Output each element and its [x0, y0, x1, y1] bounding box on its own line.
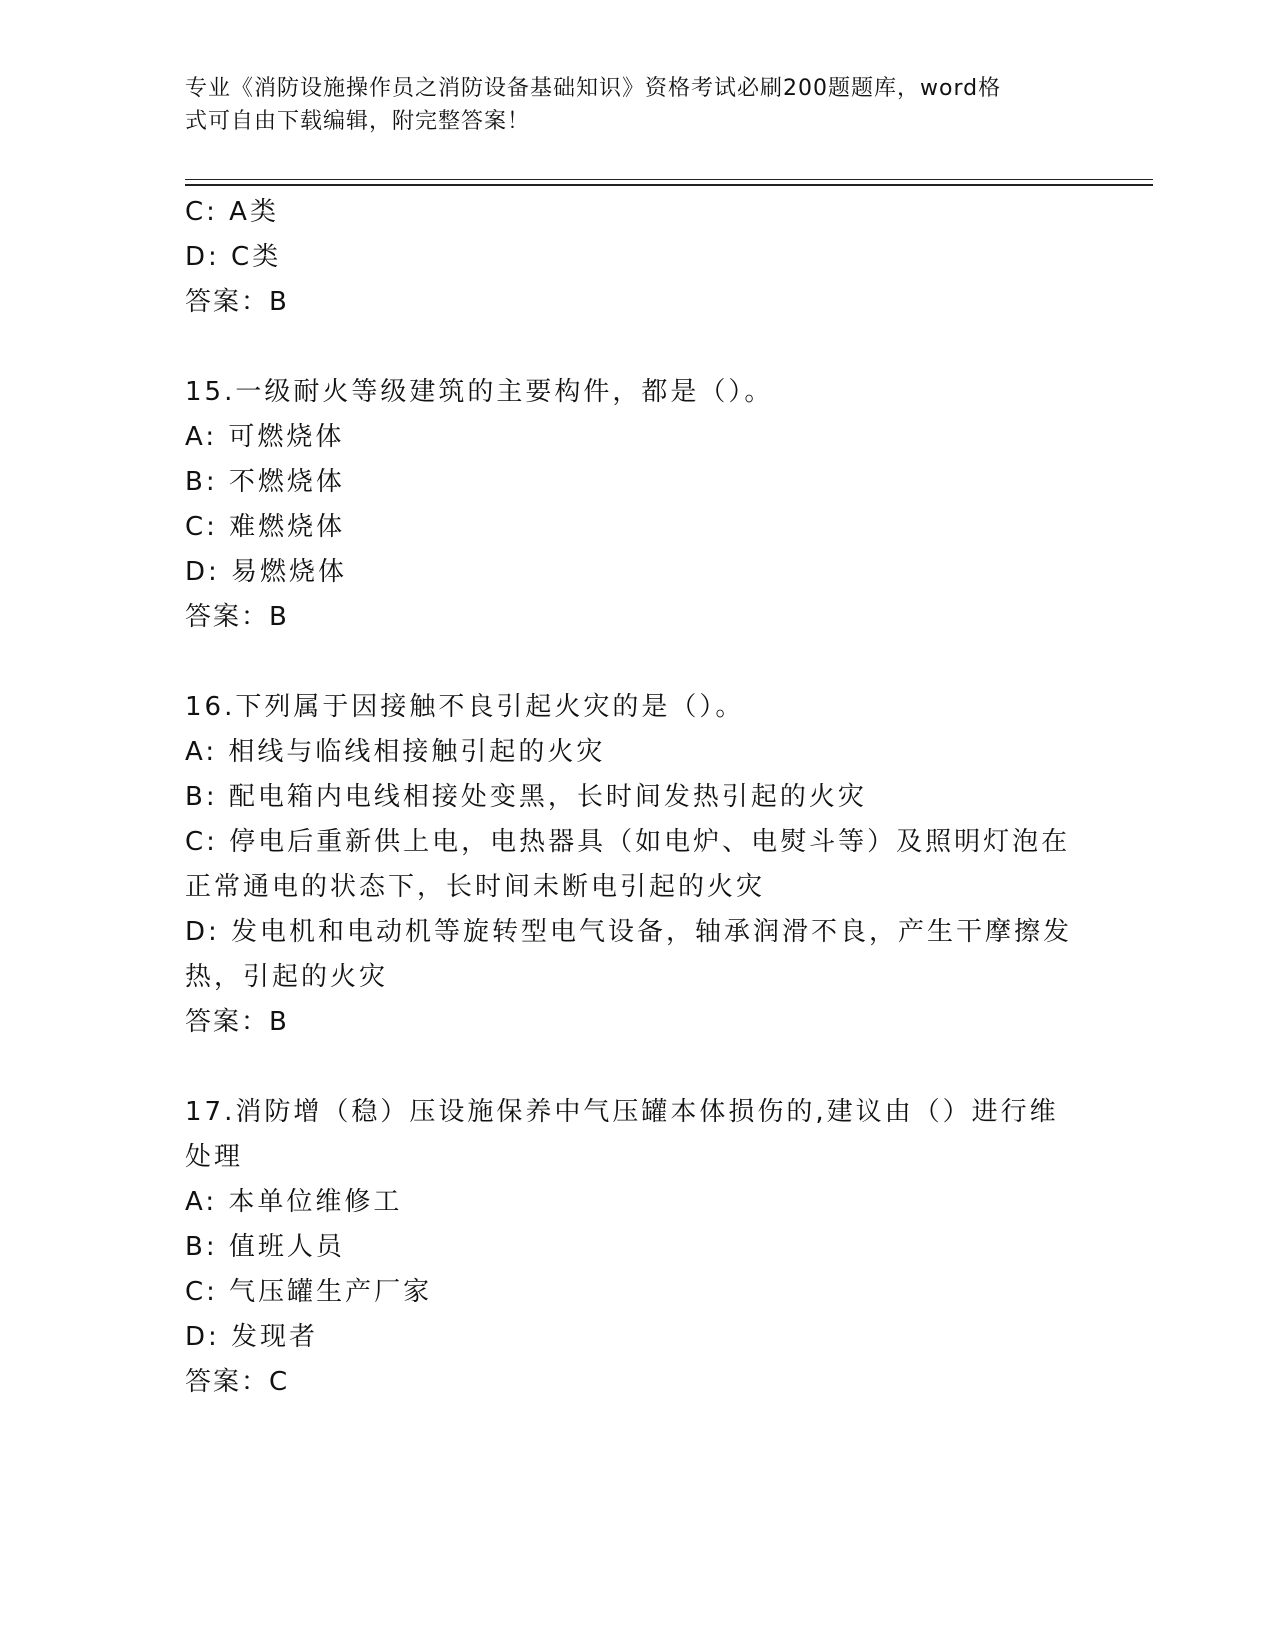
- option-d: D: C类: [185, 242, 282, 272]
- answer: 答案：B: [185, 602, 289, 632]
- question-17: [185, 1090, 1085, 1405]
- question-text: 17.消防增（稳）压设施保养中气压罐本体损伤的,建议由（）进行维处理: [185, 1097, 1059, 1172]
- option-a: A: 可燃烧体: [185, 422, 345, 452]
- option-d: D: 发现者: [185, 1322, 319, 1352]
- option-a: A: 相线与临线相接触引起的火灾: [185, 737, 606, 767]
- option-d: D: 发电机和电动机等旋转型电气设备，轴承润滑不良，产生干摩擦发热，引起的火灾: [185, 917, 1073, 992]
- header-divider-thick: [185, 184, 1153, 186]
- header-line-1: 专业《消防设施操作员之消防设备基础知识》资格考试必刷200题题库，word格: [185, 76, 1002, 101]
- option-c: C: A类: [185, 197, 279, 227]
- option-c: C: 难燃烧体: [185, 512, 346, 542]
- option-b: B: 配电箱内电线相接处变黑，长时间发热引起的火灾: [185, 782, 867, 812]
- header-line-2: 式可自由下载编辑，附完整答案！: [185, 109, 531, 134]
- question-text: 15.一级耐火等级建筑的主要构件，都是（）。: [185, 377, 774, 407]
- answer: 答案：B: [185, 287, 289, 317]
- question-text: 16.下列属于因接触不良引起火灾的是（）。: [185, 692, 745, 722]
- option-c: C: 停电后重新供上电，电热器具（如电炉、电熨斗等）及照明灯泡在正常通电的状态下，长时间未断电引起的火灾: [185, 827, 1071, 902]
- question-15: [185, 370, 1085, 640]
- header-divider-thin: [185, 179, 1153, 180]
- previous-question-tail: [185, 190, 1085, 325]
- answer: 答案：B: [185, 1007, 289, 1037]
- question-16: [185, 685, 1085, 1045]
- question-list: [185, 190, 1085, 1405]
- option-a: A: 本单位维修工: [185, 1187, 403, 1217]
- option-c: C: 气压罐生产厂家: [185, 1277, 433, 1307]
- option-d: D: 易燃烧体: [185, 557, 348, 587]
- document-header: [185, 72, 1065, 138]
- option-b: B: 值班人员: [185, 1232, 345, 1262]
- option-b: B: 不燃烧体: [185, 467, 345, 497]
- answer: 答案：C: [185, 1367, 290, 1397]
